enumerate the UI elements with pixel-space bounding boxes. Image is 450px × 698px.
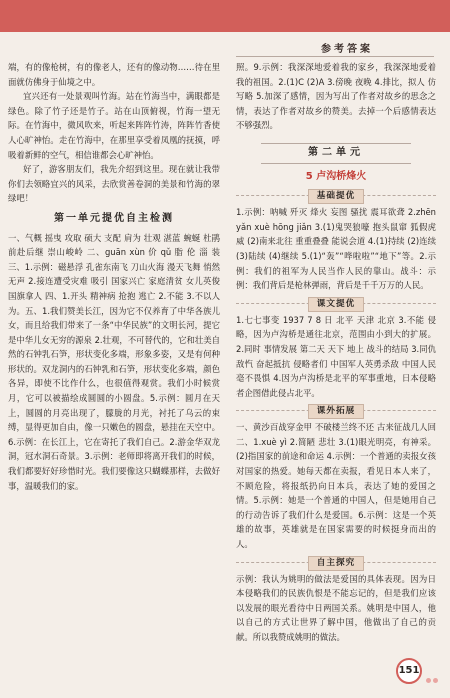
left-section-title: 第一单元提优自主检测 [54, 212, 174, 224]
tag-reading: 课文提优 [308, 297, 364, 312]
right-column [236, 60, 436, 645]
tag-row-reading [236, 296, 436, 311]
page-header-title: 参考答案 [321, 44, 373, 55]
unit-title: 第二单元 [261, 143, 411, 164]
answer-explore: 示例：我认为姚明的做法是爱国的具体表现。因为日本侵略我们的民族仇恨是不能忘记的，但是我们应该以发展的眼光看待中日两国关系。姚明是中国人，他以自己的方式让世界了解中国，他做出了自己的贡献。所以我赞成姚明的做法。 [236, 573, 436, 642]
top-color-band [0, 0, 450, 32]
tag-row-extra [236, 403, 436, 418]
left-answer-block: 一、气概 摇曳 攻取 硕大 支配 肩为 壮观 湛蓝 蜿蜒 杜鹃 前赴后继 崇山峻岭 二、guān xùn 价 qǔ 脂 伦 淄 装 三、1.示例：磁悬浮 孔雀东南飞 刀山火海 漫天飞舞 悄然无声 2.接连遭受灾难 吸引 国家兴亡 家庭清贫 女儿英俊 国旗拿人 四、1.开头 精神病 抢抱 逃亡 2.不能 3.不以人为。五、1.我们赞美长江，因为它不仅养育了中华各族儿女，而且给我们带来了一条“中华民族”的文明长河，提它是中华儿女无穷的源泉 2.壮观，不可替代的，它和壮美自然的石钟乳石笋，形状变化多端，形象多姿，又是有何种形状的。双龙洞内的石钟乳和石笋，形状变化多端，颜色各异，即使不比作什么，也很值得观赏。我们小时候赏月，它可以被描绘成圆圆的小圆盘。5.示例：圆月在天上，圆圆的月亮出现了，朦胧的月光，衬托了乌云的束缚，显得更加自由，像一只嫩色的圆盘，悬挂在天空中。6.示例：在长江上，它在寄托了我们自己。2.游金华双龙洞，冠水洞石奇景。3.示例：老师即将离开我们的时候，我们都要好好珍惜时光。我们要像这只蝴蝶那样，去做好事，温暖我们的家。 [8, 232, 220, 491]
header-divider [236, 56, 434, 57]
tag-basic: 基础提优 [308, 189, 364, 204]
left-paragraph: 宜兴还有一处景观叫竹海。站在竹海当中，满眼都是绿色。除了竹子还是竹子。站在山顶俯视，竹海一望无际。在竹海中，微风吹来，听起来阵阵竹涛，阵阵竹香使人心旷神怡。走在竹海中，在那里享受着凤凰的抚摸，呼吸着新鲜的空气，相信谁都会心旷神怡。 [8, 91, 220, 160]
tag-explore: 自主探究 [308, 556, 364, 571]
lesson-title: 5 卢沟桥烽火 [305, 170, 367, 182]
tag-row-basic [236, 188, 436, 203]
answer-reading: 1.七七事变 1937 7 8 日 北平 天津 北京 3.不能 侵略，因为卢沟桥是通往北京，范围由小到大的扩展。2.同时 事情发展 第二天 天下 地上 战斗的结局 3.同仇敌忾 奋起抵抗 侵略者们 中国军人英勇杀敌 中国人民毫不畏惧 4.因为卢沟桥是北平的军事重地，日本侵略者企图借此侵占北平。 [236, 314, 436, 398]
left-column [8, 60, 220, 493]
answer-extra: 一、黄沙百战穿金甲 不破楼兰终不还 古来征战几人回 二、1.xuè yì 2.简陋 悲壮 3.(1)眼光明亮，有神采。(2)指国家的前途和命运 4.示例：一个普通的卖报女孩对国家的热爱。她每天都在卖报，看见日本人来了，不顾危险，将报纸扔向日本兵，表达了她的爱国之情。5.示例：她是一个普通的中国人，但是她用自己的行动告诉了我们什么是爱国。6.示例：这是一个英雄的故事，英雄就是在国家需要的时候挺身而出的人。 [236, 422, 436, 550]
page-dots-decoration [426, 668, 440, 687]
tag-extra: 课外拓展 [308, 404, 364, 419]
left-paragraph: 好了，游客朋友们，我先介绍到这里。现在就让我带你们去领略宜兴的风采，去欣赏善卷洞的美景和竹海的翠绿吧！ [8, 164, 220, 204]
page-number: 151 [396, 658, 422, 684]
decor-dot [426, 678, 431, 683]
left-paragraph: 端，有的像枪树，有的像老人，还有的像动物……待在里面就仿佛身于仙境之中。 [8, 62, 220, 87]
answer-basic: 1.示例：呐喊 歼灭 烽火 妄图 骚扰 震耳欲聋 2.zhēn yǎn xuè hōng jiǎn 3.(1)鬼哭狼嚎 抱头鼠窜 狐假虎威 (2)南来北往 重重叠叠 能说会道 4.(1)持续 (2)连续 (3)陆续 (4)继续 5.(1)“轰”“哗啦啦”“地下”等。2.示例：我们的祖军为人民当作人民的靠山。战斗：示例：我们背后是枪林弹雨，背后是千千万万的人民。 [236, 207, 436, 291]
tag-row-explore [236, 555, 436, 570]
right-paragraph: 照。9.示例：我深深地爱着我的家乡，我深深地爱着我的祖国。2.(1)C (2)A 3.傍晚 夜晚 4.排比，拟人 仿写略 5.加深了感情，因为写出了作者对故乡的思念之情，表达了作者对故乡的赞美。去掉一个后感情表达不够强烈。 [236, 62, 436, 131]
decor-dot [433, 678, 438, 683]
